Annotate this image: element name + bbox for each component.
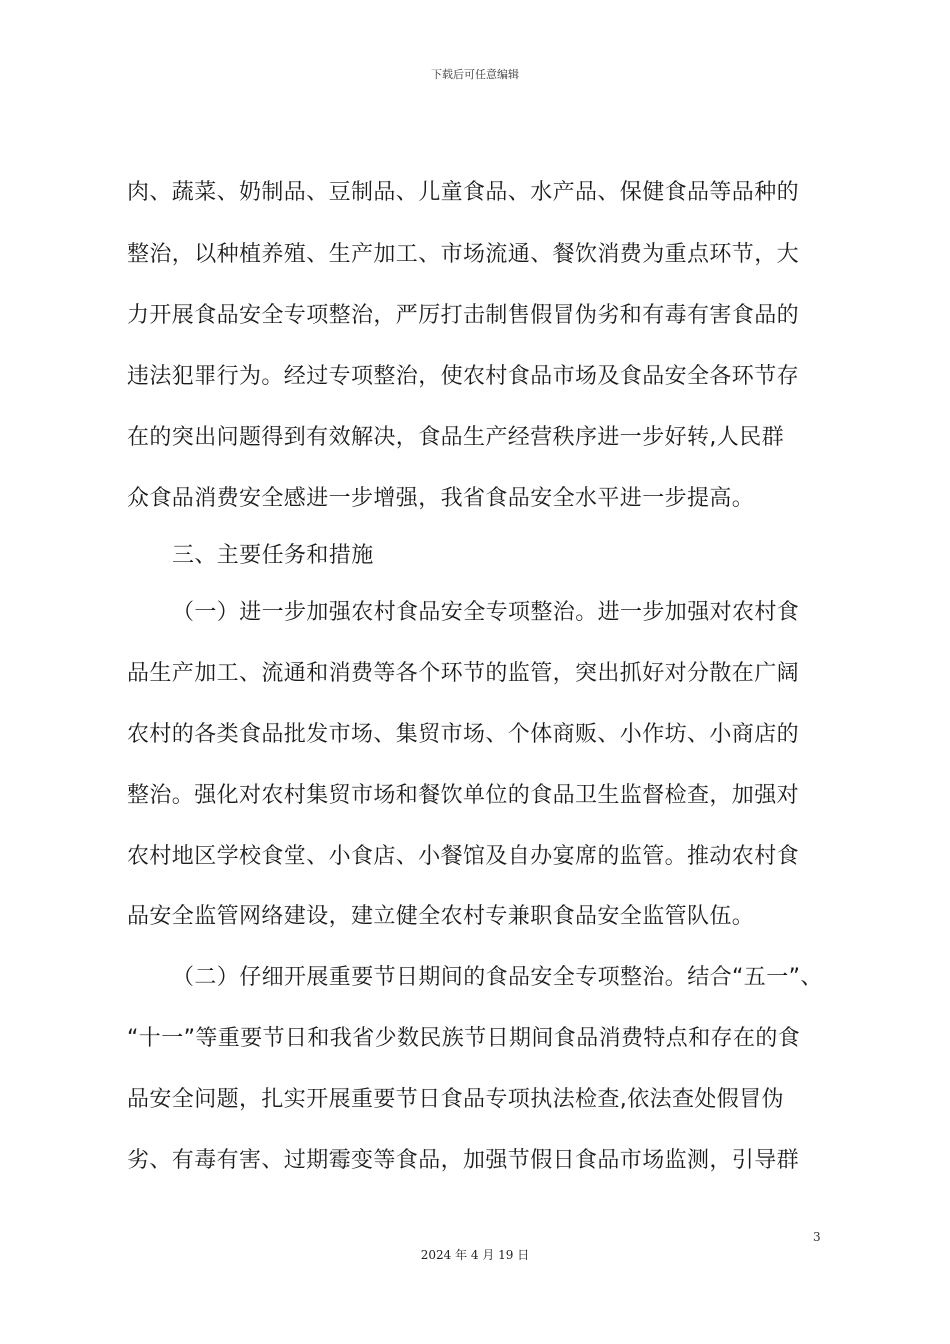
section-heading: 三、主要任务和措施 — [172, 543, 374, 568]
body-line-15: “十一”等重要节日和我省少数民族节日期间食品消费特点和存在的食 — [127, 1026, 801, 1051]
body-line-17: 劣、有毒有害、过期霉变等食品，加强节假日食品市场监测，引导群 — [127, 1148, 800, 1173]
body-line-6: 众食品消费安全感进一步增强，我省食品安全水平进一步提高。 — [127, 486, 755, 511]
body-line-10: 农村的各类食品批发市场、集贸市场、个体商贩、小作坊、小商店的 — [127, 722, 800, 747]
body-line-3: 力开展食品安全专项整治，严厉打击制售假冒伪劣和有毒有害食品的 — [127, 303, 800, 328]
body-line-13: 品安全监管网络建设，建立健全农村专兼职食品安全监管队伍。 — [127, 904, 755, 929]
body-line-1: 肉、蔬菜、奶制品、豆制品、儿童食品、水产品、保健食品等品种的 — [127, 180, 800, 205]
body-line-11: 整治。强化对农村集贸市场和餐饮单位的食品卫生监督检查，加强对 — [127, 783, 800, 808]
footer-date: 2024 年 4 月 19 日 — [420, 1248, 530, 1262]
page-header: 下载后可任意编辑 — [431, 68, 519, 81]
body-line-2: 整治，以种植养殖、生产加工、市场流通、餐饮消费为重点环节，大 — [127, 242, 800, 267]
body-line-16: 品安全问题，扎实开展重要节日食品专项执法检查,依法查处假冒伪 — [127, 1087, 784, 1112]
body-line-9: 品生产加工、流通和消费等各个环节的监管，突出抓好对分散在广阔 — [127, 661, 800, 686]
body-line-4: 违法犯罪行为。经过专项整治，使农村食品市场及食品安全各环节存 — [127, 364, 800, 389]
body-line-5: 在的突出问题得到有效解决，食品生产经营秩序进一步好转,人民群 — [127, 425, 784, 450]
page-number: 3 — [813, 1230, 821, 1244]
body-line-14: （二）仔细开展重要节日期间的食品安全专项整治。结合“五一”、 — [172, 965, 823, 990]
body-line-8: （一）进一步加强农村食品安全专项整治。进一步加强对农村食 — [172, 600, 800, 625]
body-line-12: 农村地区学校食堂、小食店、小餐馆及自办宴席的监管。推动农村食 — [127, 844, 800, 869]
